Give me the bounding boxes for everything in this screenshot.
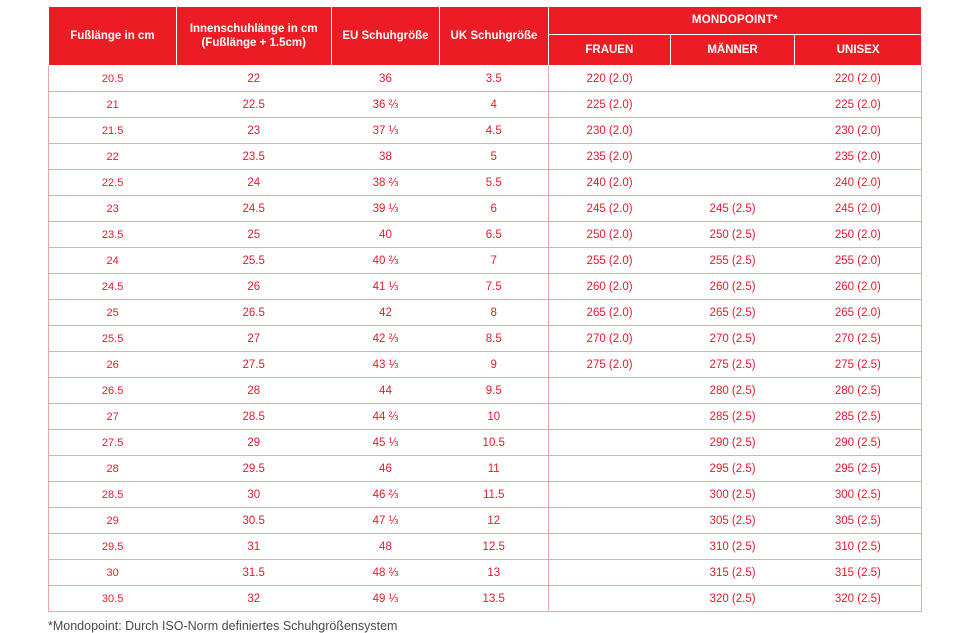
cell-mondopoint-unisex: 240 (2.0) [795,170,922,196]
cell-eu-size: 44 [331,378,440,404]
header-uk-size: UK Schuhgröße [440,7,549,66]
cell-mondopoint-men [670,66,794,92]
cell-mondopoint-unisex: 315 (2.5) [795,560,922,586]
table-row [49,456,922,482]
cell-insole-length: 24 [176,170,331,196]
cell-eu-size: 40 ⅔ [331,248,440,274]
cell-mondopoint-unisex: 310 (2.5) [795,534,922,560]
cell-foot-length: 22.5 [49,170,177,196]
cell-mondopoint-unisex: 300 (2.5) [795,482,922,508]
cell-mondopoint-men: 265 (2.5) [670,300,794,326]
cell-uk-size: 9 [440,352,549,378]
header-insole-length: Innenschuhlänge in cm (Fußlänge + 1.5cm) [176,7,331,66]
cell-foot-length: 29.5 [49,534,177,560]
cell-mondopoint-women [548,534,670,560]
table-row [49,508,922,534]
cell-uk-size: 3.5 [440,66,549,92]
header-mondopoint-men: MÄNNER [670,35,794,66]
cell-mondopoint-unisex: 320 (2.5) [795,586,922,612]
cell-mondopoint-men [670,170,794,196]
cell-mondopoint-men [670,118,794,144]
table-row [49,430,922,456]
header-eu-size: EU Schuhgröße [331,7,440,66]
cell-eu-size: 46 ⅔ [331,482,440,508]
cell-mondopoint-women: 235 (2.0) [548,144,670,170]
cell-foot-length: 27.5 [49,430,177,456]
cell-uk-size: 12.5 [440,534,549,560]
cell-mondopoint-men: 260 (2.5) [670,274,794,300]
cell-mondopoint-women [548,378,670,404]
table-row [49,66,922,92]
cell-mondopoint-women [548,430,670,456]
cell-uk-size: 8 [440,300,549,326]
cell-mondopoint-women [548,586,670,612]
table-row [49,482,922,508]
cell-eu-size: 48 [331,534,440,560]
cell-foot-length: 23.5 [49,222,177,248]
cell-insole-length: 30.5 [176,508,331,534]
cell-uk-size: 6 [440,196,549,222]
cell-insole-length: 29 [176,430,331,456]
table-row [49,274,922,300]
cell-eu-size: 47 ⅓ [331,508,440,534]
table-row [49,560,922,586]
cell-mondopoint-unisex: 220 (2.0) [795,66,922,92]
cell-mondopoint-women: 230 (2.0) [548,118,670,144]
cell-eu-size: 48 ⅔ [331,560,440,586]
cell-uk-size: 5 [440,144,549,170]
cell-foot-length: 28 [49,456,177,482]
cell-eu-size: 45 ⅓ [331,430,440,456]
cell-mondopoint-men [670,92,794,118]
cell-eu-size: 49 ⅓ [331,586,440,612]
cell-mondopoint-women: 250 (2.0) [548,222,670,248]
cell-mondopoint-unisex: 265 (2.0) [795,300,922,326]
header-mondopoint-unisex: UNISEX [795,35,922,66]
cell-mondopoint-men: 285 (2.5) [670,404,794,430]
cell-foot-length: 21.5 [49,118,177,144]
table-row [49,92,922,118]
cell-mondopoint-unisex: 235 (2.0) [795,144,922,170]
cell-foot-length: 26 [49,352,177,378]
cell-insole-length: 32 [176,586,331,612]
header-foot-length: Fußlänge in cm [49,7,177,66]
cell-mondopoint-women [548,482,670,508]
cell-mondopoint-women: 275 (2.0) [548,352,670,378]
cell-mondopoint-unisex: 250 (2.0) [795,222,922,248]
table-row [49,144,922,170]
table-body [49,66,922,612]
cell-mondopoint-men: 295 (2.5) [670,456,794,482]
cell-foot-length: 20.5 [49,66,177,92]
cell-insole-length: 27 [176,326,331,352]
cell-eu-size: 36 [331,66,440,92]
cell-insole-length: 29.5 [176,456,331,482]
cell-eu-size: 44 ⅔ [331,404,440,430]
cell-uk-size: 11.5 [440,482,549,508]
cell-uk-size: 11 [440,456,549,482]
cell-foot-length: 26.5 [49,378,177,404]
cell-insole-length: 22.5 [176,92,331,118]
cell-insole-length: 31 [176,534,331,560]
cell-mondopoint-women: 260 (2.0) [548,274,670,300]
table-row [49,352,922,378]
cell-mondopoint-unisex: 260 (2.0) [795,274,922,300]
cell-foot-length: 24 [49,248,177,274]
cell-mondopoint-unisex: 290 (2.5) [795,430,922,456]
cell-foot-length: 24.5 [49,274,177,300]
cell-uk-size: 4.5 [440,118,549,144]
shoe-size-table [48,6,922,612]
cell-mondopoint-women: 220 (2.0) [548,66,670,92]
cell-insole-length: 24.5 [176,196,331,222]
table-row [49,300,922,326]
table-header [49,7,922,66]
cell-eu-size: 41 ⅓ [331,274,440,300]
cell-mondopoint-men: 315 (2.5) [670,560,794,586]
table-row [49,196,922,222]
cell-foot-length: 30 [49,560,177,586]
cell-insole-length: 28 [176,378,331,404]
table-row [49,170,922,196]
cell-foot-length: 23 [49,196,177,222]
cell-uk-size: 4 [440,92,549,118]
cell-uk-size: 5.5 [440,170,549,196]
cell-mondopoint-men: 300 (2.5) [670,482,794,508]
cell-foot-length: 27 [49,404,177,430]
table-row [49,378,922,404]
cell-insole-length: 25 [176,222,331,248]
cell-insole-length: 31.5 [176,560,331,586]
cell-foot-length: 30.5 [49,586,177,612]
table-row [49,118,922,144]
cell-mondopoint-unisex: 255 (2.0) [795,248,922,274]
cell-mondopoint-women [548,560,670,586]
table-row [49,248,922,274]
footnote: *Mondopoint: Durch ISO-Norm definiertes Schuhgrößensystem [48,619,398,633]
cell-mondopoint-men: 250 (2.5) [670,222,794,248]
cell-mondopoint-unisex: 295 (2.5) [795,456,922,482]
cell-mondopoint-unisex: 305 (2.5) [795,508,922,534]
cell-foot-length: 22 [49,144,177,170]
cell-uk-size: 10.5 [440,430,549,456]
cell-foot-length: 21 [49,92,177,118]
cell-uk-size: 7 [440,248,549,274]
cell-insole-length: 23 [176,118,331,144]
cell-eu-size: 38 [331,144,440,170]
cell-uk-size: 12 [440,508,549,534]
cell-uk-size: 7.5 [440,274,549,300]
header-mondopoint-group: MONDOPOINT* [548,7,921,35]
cell-mondopoint-unisex: 270 (2.5) [795,326,922,352]
cell-insole-length: 25.5 [176,248,331,274]
cell-mondopoint-men: 290 (2.5) [670,430,794,456]
cell-mondopoint-women [548,404,670,430]
cell-foot-length: 25.5 [49,326,177,352]
cell-insole-length: 30 [176,482,331,508]
cell-mondopoint-women [548,508,670,534]
cell-insole-length: 26 [176,274,331,300]
cell-mondopoint-men: 275 (2.5) [670,352,794,378]
table-row [49,404,922,430]
cell-eu-size: 42 ⅔ [331,326,440,352]
cell-mondopoint-women [548,456,670,482]
cell-mondopoint-unisex: 230 (2.0) [795,118,922,144]
cell-mondopoint-women: 245 (2.0) [548,196,670,222]
cell-mondopoint-women: 265 (2.0) [548,300,670,326]
table-row [49,326,922,352]
cell-mondopoint-men: 310 (2.5) [670,534,794,560]
cell-uk-size: 10 [440,404,549,430]
cell-eu-size: 40 [331,222,440,248]
table-row [49,222,922,248]
cell-mondopoint-men: 270 (2.5) [670,326,794,352]
cell-mondopoint-unisex: 285 (2.5) [795,404,922,430]
cell-mondopoint-women: 225 (2.0) [548,92,670,118]
cell-mondopoint-unisex: 225 (2.0) [795,92,922,118]
cell-mondopoint-men: 320 (2.5) [670,586,794,612]
cell-mondopoint-women: 240 (2.0) [548,170,670,196]
cell-mondopoint-women: 270 (2.0) [548,326,670,352]
cell-eu-size: 42 [331,300,440,326]
cell-mondopoint-unisex: 275 (2.5) [795,352,922,378]
cell-uk-size: 9.5 [440,378,549,404]
header-mondopoint-women: FRAUEN [548,35,670,66]
cell-eu-size: 39 ⅓ [331,196,440,222]
cell-foot-length: 28.5 [49,482,177,508]
cell-mondopoint-women: 255 (2.0) [548,248,670,274]
header-row-top [49,7,922,35]
cell-mondopoint-men: 280 (2.5) [670,378,794,404]
cell-insole-length: 26.5 [176,300,331,326]
cell-eu-size: 43 ⅓ [331,352,440,378]
cell-insole-length: 28.5 [176,404,331,430]
cell-eu-size: 46 [331,456,440,482]
cell-uk-size: 13 [440,560,549,586]
cell-eu-size: 36 ⅔ [331,92,440,118]
cell-uk-size: 13.5 [440,586,549,612]
cell-mondopoint-unisex: 280 (2.5) [795,378,922,404]
cell-uk-size: 6.5 [440,222,549,248]
cell-foot-length: 29 [49,508,177,534]
cell-eu-size: 38 ⅔ [331,170,440,196]
cell-mondopoint-men: 305 (2.5) [670,508,794,534]
cell-uk-size: 8.5 [440,326,549,352]
table-row [49,534,922,560]
cell-mondopoint-men: 255 (2.5) [670,248,794,274]
cell-insole-length: 23.5 [176,144,331,170]
cell-mondopoint-unisex: 245 (2.0) [795,196,922,222]
cell-mondopoint-men [670,144,794,170]
cell-mondopoint-men: 245 (2.5) [670,196,794,222]
cell-eu-size: 37 ⅓ [331,118,440,144]
table-row [49,586,922,612]
cell-foot-length: 25 [49,300,177,326]
cell-insole-length: 27.5 [176,352,331,378]
cell-insole-length: 22 [176,66,331,92]
